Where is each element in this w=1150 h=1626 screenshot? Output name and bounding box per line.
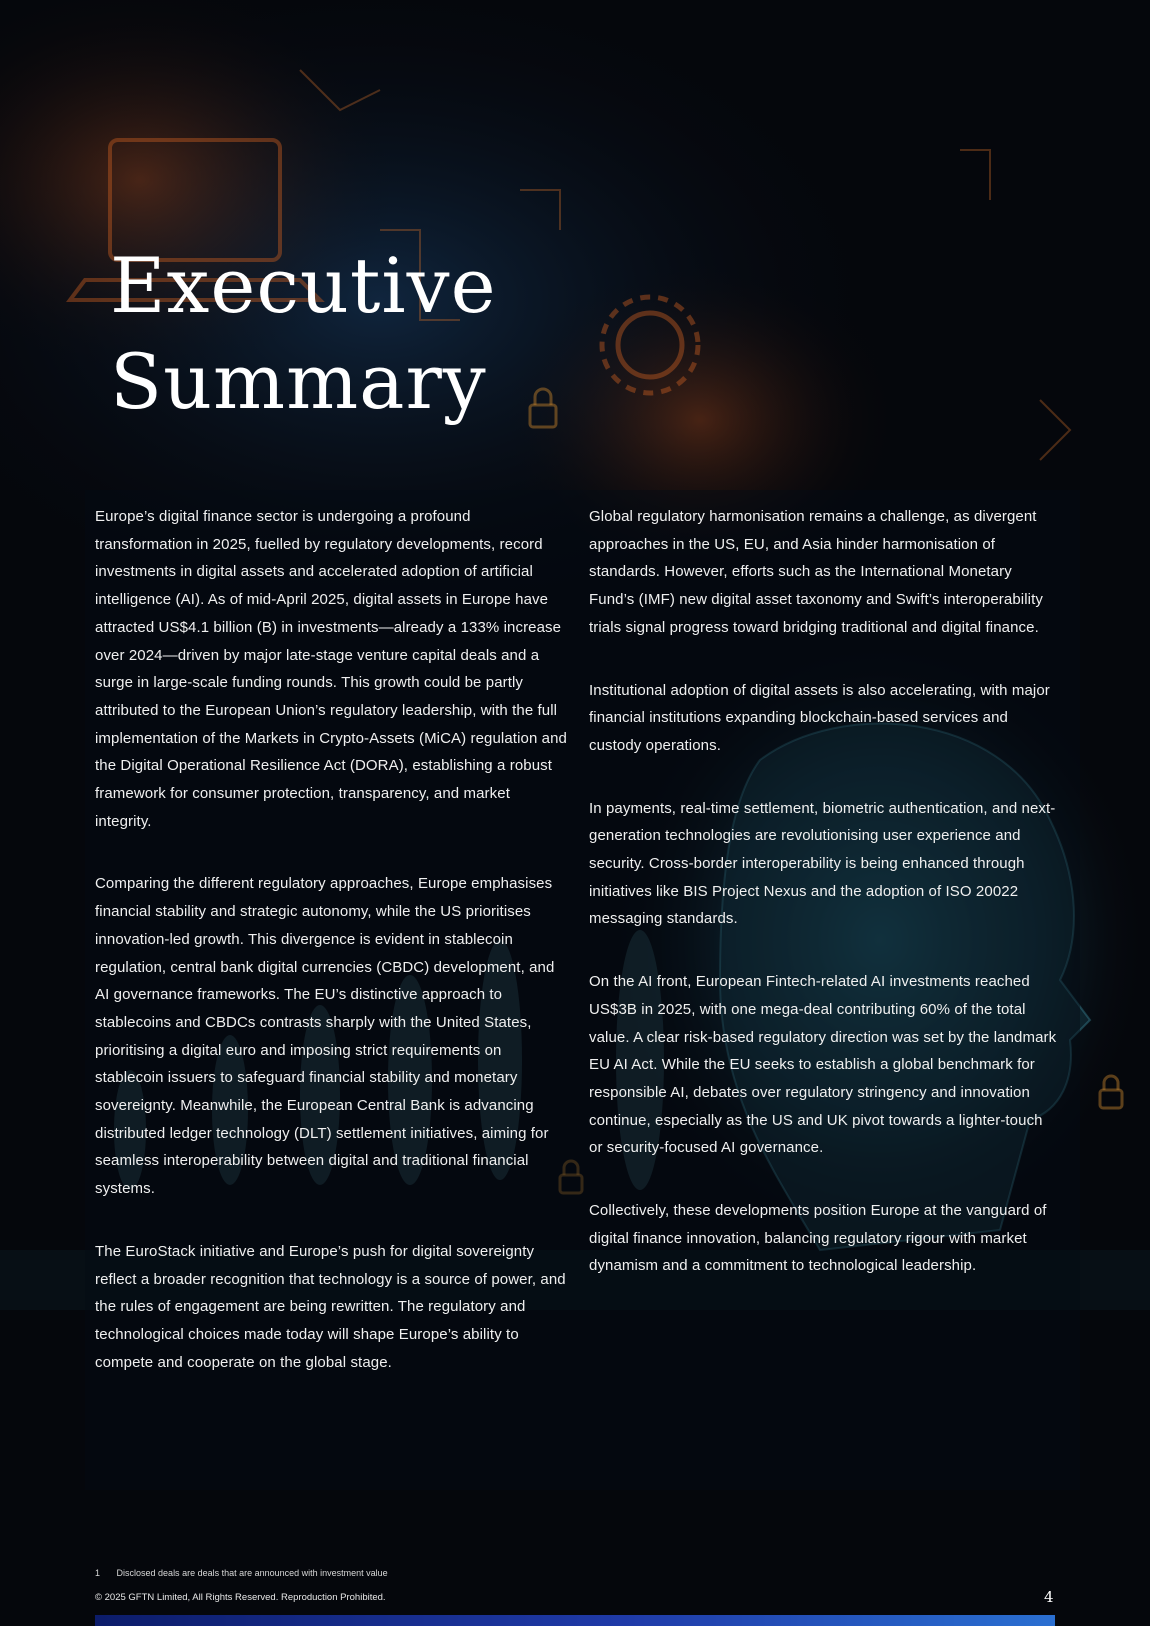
paragraph: The EuroStack initiative and Europe’s push for digital sovereignty reflect a broader recognition that technology is a source of power, and the rules of engagement are being rewritten. The regulatory and technological choices made today will shape Europe’s ability to compete and cooperate on the global stage. <box>95 1242 566 1371</box>
page-title <box>110 238 497 430</box>
paragraph: In payments, real-time settlement, biometric authentication, and next-generation technologies are revolutionising user experience and security. Cross-border interoperability is being enhanced through initiatives like BIS Project Nexus and the adoption of ISO 20022 messaging standards. <box>589 799 1056 928</box>
paragraph: Institutional adoption of digital assets is also accelerating, with major financial institutions expanding blockchain-based services and custody operations. <box>589 681 1050 754</box>
footer-accent-bar <box>95 1615 1055 1626</box>
title-line-1: Executive <box>110 241 497 330</box>
copyright-notice: © 2025 GFTN Limited, All Rights Reserved. Reproduction Prohibited. <box>95 1592 386 1603</box>
footnote-text: Disclosed deals are deals that are announced with investment value <box>116 1568 388 1578</box>
paragraph: On the AI front, European Fintech-related AI investments reached US$3B in 2025, with one mega-deal contributing 60% of the total value. A clear risk-based regulatory direction was set by the landmark EU AI Act. While the EU seeks to establish a global benchmark for responsible AI, debates over regulatory stringency and innovation continue, especially as the US and UK pivot towards a lighter-touch or security-focused AI governance. <box>589 973 1057 1157</box>
right-column <box>589 503 1059 1315</box>
footnote <box>95 1568 388 1578</box>
page-number: 4 <box>1044 1588 1054 1606</box>
paragraph: Europe’s digital finance sector is undergoing a profound transformation in 2025, fuelled by regulatory developments, record investments in digital assets and accelerated adoption of artificial intelligence (AI). As of mid-April 2025, digital assets in Europe have attracted US$4.1 billion (B) in investments—already a 133% increase over 2024—driven by major late-stage venture capital deals and a surge in large-scale funding rounds. This growth could be partly attributed to the European Union’s regulatory leadership, with the full implementation of the Markets in Crypto-Assets (MiCA) regulation and the Digital Operational Resilience Act (DORA), establishing a robust framework for consumer protection, transparency, and market integrity. <box>95 508 567 830</box>
paragraph: Global regulatory harmonisation remains a challenge, as divergent approaches in the US, EU, and Asia hinder harmonisation of standards. However, efforts such as the International Monetary Fund’s (IMF) new digital asset taxonomy and Swift’s interoperability trials signal progress toward bridging traditional and digital finance. <box>589 508 1043 636</box>
left-column <box>95 503 567 1411</box>
title-line-2: Summary <box>110 337 487 426</box>
paragraph: Comparing the different regulatory approaches, Europe emphasises financial stability and strategic autonomy, while the US prioritises innovation-led growth. This divergence is evident in stablecoin regulation, central bank digital currencies (CBDC) development, and AI governance frameworks. The EU’s distinctive approach to stablecoins and CBDCs contrasts sharply with the United States, prioritising a digital euro and imposing strict requirements on stablecoin issuers to safeguard financial stability and monetary sovereignty. Meanwhile, the European Central Bank is advancing distributed ledger technology (DLT) settlement initiatives, aiming for seamless interoperability between digital and traditional financial systems. <box>95 875 555 1198</box>
paragraph: Collectively, these developments position Europe at the vanguard of digital finance innovation, balancing regulatory rigour with market dynamism and a commitment to technological leadership. <box>589 1202 1047 1275</box>
footnote-number: 1 <box>95 1568 101 1578</box>
